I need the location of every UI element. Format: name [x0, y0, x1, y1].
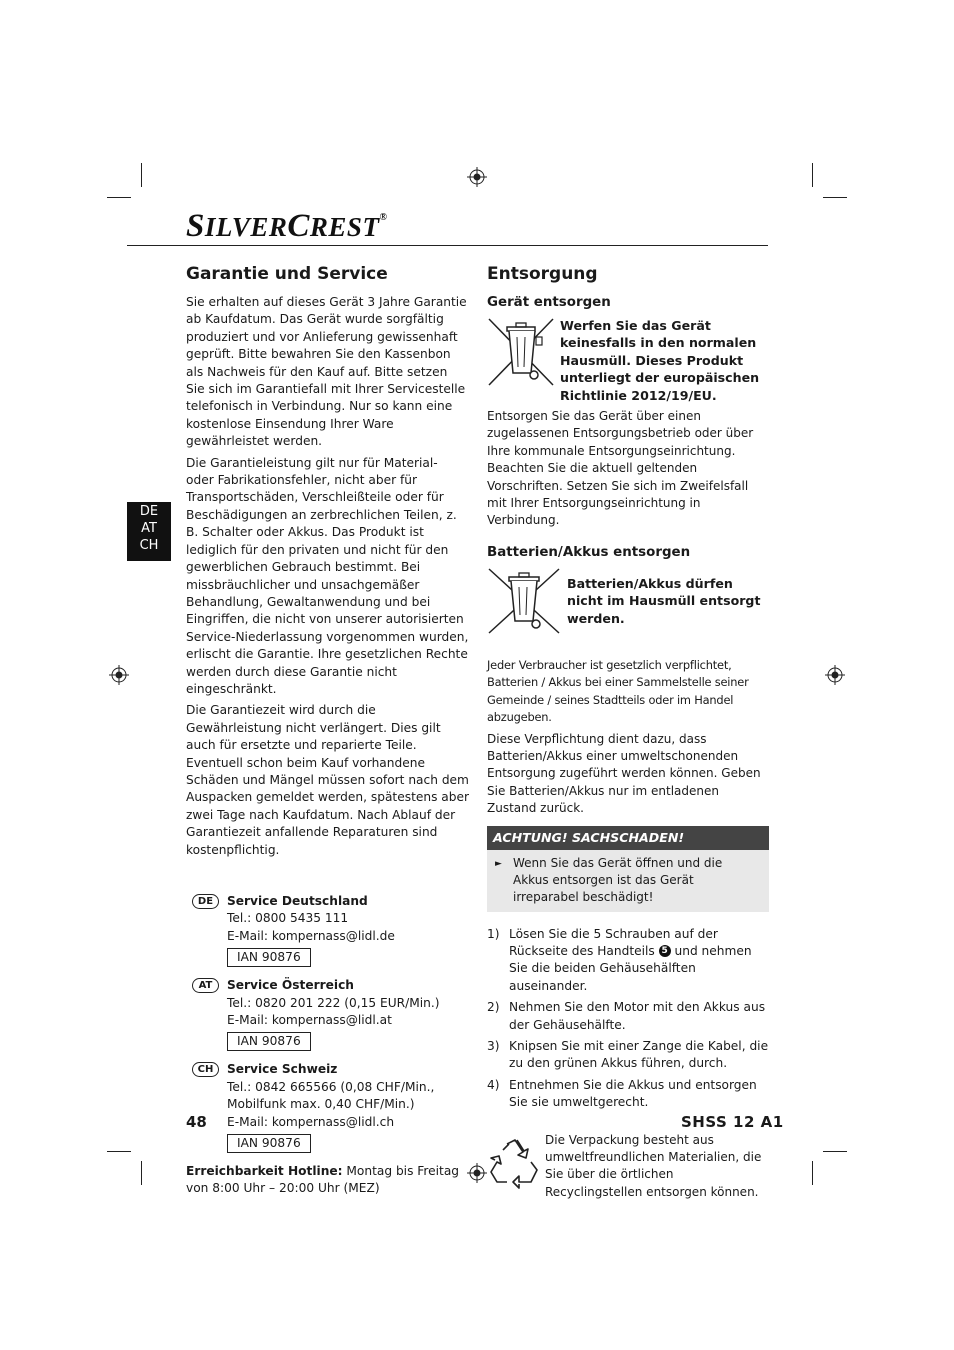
ian-box: IAN 90876 — [227, 1032, 311, 1051]
warning-text: Wenn Sie das Gerät öffnen und die Akkus entsorgen ist das Gerät irreparabel beschädigt! — [513, 855, 723, 904]
battery-obligation-text: Jeder Verbraucher ist gesetzlich verpflichtet, Batterien / Akkus bei einer Sammelstelle seiner Gemeinde / seines Stadtteils oder im Handel abzugeben. — [487, 657, 749, 725]
disposal-heading: Entsorgung — [487, 264, 598, 284]
crop-mark — [823, 1151, 847, 1152]
language-code: CH — [139, 538, 159, 553]
step-text-part: und nehmen Sie die beiden Gehäusehälften auseinander. — [509, 943, 752, 993]
service-title: Service Österreich — [227, 978, 354, 993]
battery-disposal-heading: Batterien/Akkus entsorgen — [487, 544, 691, 560]
service-phone: Tel.: 0800 5435 111 — [227, 911, 349, 926]
hotline-hours: Montag bis Freitag von 8:00 Uhr – 20:00 Uhr (MEZ) — [186, 1164, 460, 1196]
step-text: Entnehmen Sie die Akkus und entsorgen Sie sie umweltgerecht. — [509, 1077, 757, 1110]
step-number: 1) — [487, 926, 500, 941]
arrow-right-icon: ► — [495, 858, 502, 869]
warning-box — [487, 850, 769, 912]
part-reference-badge: 5 — [659, 945, 671, 957]
language-tab — [127, 502, 171, 561]
service-phone-mobile: Mobilfunk max. 0,40 CHF/Min.) — [227, 1097, 415, 1112]
hotline-label: Erreichbarkeit Hotline: — [186, 1164, 343, 1179]
crop-mark — [812, 1161, 813, 1185]
step-text — [509, 926, 769, 996]
warranty-column — [186, 262, 469, 1202]
crop-mark — [141, 1161, 142, 1185]
warning-banner: ACHTUNG! SACHSCHADEN! — [487, 826, 769, 850]
device-warning-row — [487, 317, 769, 404]
recycling-text: Die Verpackung besteht aus umweltfreundlichen Materialien, die Sie über die örtlichen Recyclingstellen entsorgen können. — [545, 1132, 762, 1199]
registration-mark-icon — [467, 167, 487, 187]
registration-mark-icon — [467, 1163, 487, 1183]
disposal-column — [487, 262, 769, 1205]
crop-mark — [107, 197, 131, 198]
device-warning-text: Werfen Sie das Gerät keinesfalls in den normalen Hausmüll. Dieses Produkt unterliegt der europäischen Richtlinie 2012/19/EU. — [560, 318, 760, 403]
country-badge: DE — [192, 894, 219, 909]
warranty-paragraph: Die Garantieleistung gilt nur für Material- oder Fabrikationsfehler, nicht aber für Transportschäden, Verschleißteile oder für Beschädigungen an zerbrechlichen Teilen, z. B. Schalter oder Akkus. Das Produkt ist lediglich für den privaten und nicht für den gewerblichen Gebrauch bestimmt. Bei missbräuchlicher und unsachgemäßer Behandlung, Gewaltanwendung und bei Eingriffen, die nicht von unserer autorisierten Service-Niederlassung vorgenommen wurden, erlischt die Garantie. Ihre gesetzlichen Rechte werden durch diese Garantie nicht eingeschränkt. — [186, 455, 469, 696]
battery-warning-text: Batterien/Akkus dürfen nicht im Hausmüll entsorgt werden. — [567, 575, 761, 626]
step-number: 2) — [487, 1000, 500, 1015]
step-item — [487, 999, 769, 1034]
crop-mark — [812, 163, 813, 187]
recycling-icon — [487, 1136, 541, 1190]
crop-mark — [141, 163, 142, 187]
crossed-bin-icon — [487, 567, 561, 635]
battery-purpose-text: Diese Verpflichtung dient dazu, dass Batterien/Akkus einer umweltschonenden Entsorgung zugeführt werden können. Geben Sie Batterien/Akkus nur im entladenen Zustand zurück. — [487, 731, 761, 816]
crossed-bin-icon — [487, 317, 555, 387]
service-title: Service Schweiz — [227, 1062, 338, 1077]
step-text: Knipsen Sie mit einer Zange die Kabel, die zu den grünen Akkus führen, durch. — [509, 1038, 769, 1071]
step-item — [487, 1077, 769, 1112]
header-rule — [127, 245, 768, 246]
step-item — [487, 1038, 769, 1073]
hotline-info — [186, 1163, 469, 1198]
crop-mark — [823, 197, 847, 198]
device-disposal-heading: Gerät entsorgen — [487, 295, 611, 310]
battery-warning-row — [487, 567, 769, 635]
brand-logo: SILVERCREST® — [186, 208, 388, 244]
step-number: 3) — [487, 1038, 500, 1053]
registration-mark-icon — [109, 665, 129, 685]
warranty-paragraph: Die Garantiezeit wird durch die Gewährleistung nicht verlängert. Dies gilt auch für ersetzte und reparierte Teile. Eventuell schon beim Kauf vorhandene Schäden und Mängel müssen sofort nach dem Auspacken gemeldet werden, spätestens aber zwei Tage nach Kaufdatum. Nach Ablauf der Garantiezeit anfallende Reparaturen sind kostenpflichtig. — [186, 703, 470, 857]
step-text-part: Lösen Sie die 5 Schrauben auf der Rückseite des Handteils — [509, 926, 718, 958]
warranty-paragraph: Sie erhalten auf dieses Gerät 3 Jahre Garantie ab Kaufdatum. Das Gerät wurde sorgfältig produziert und vor Anlieferung gewissenhaft geprüft. Bitte bewahren Sie den Kassenbon als Nachweis für den Kauf auf. Bitte setzen Sie sich im Garantiefall mit Ihrer Servicestelle telefonisch in Verbindung. Nur so kann eine kostenlose Einsendung Ihrer Ware gewährleistet werden. — [186, 295, 467, 449]
service-phone: Tel.: 0842 665566 (0,08 CHF/Min., — [227, 1079, 435, 1094]
step-text: Nehmen Sie den Motor mit den Akkus aus der Gehäusehälfte. — [509, 1000, 766, 1032]
step-number: 4) — [487, 1077, 500, 1092]
service-block-at — [186, 977, 469, 1051]
service-block-ch — [186, 1061, 469, 1153]
step-item — [487, 926, 769, 996]
ian-box: IAN 90876 — [227, 948, 311, 967]
model-number: SHSS 12 A1 — [681, 1113, 784, 1131]
service-email: E-Mail: kompernass@lidl.ch — [227, 1114, 395, 1129]
registration-mark-icon — [825, 665, 845, 685]
service-phone: Tel.: 0820 201 222 (0,15 EUR/Min.) — [227, 995, 440, 1010]
service-title: Service Deutschland — [227, 894, 368, 908]
service-email: E-Mail: kompernass@lidl.at — [227, 1013, 392, 1028]
country-badge: CH — [192, 1062, 219, 1077]
ian-box: IAN 90876 — [227, 1134, 311, 1153]
page-number: 48 — [186, 1113, 207, 1131]
device-disposal-text: Entsorgen Sie das Gerät über einen zugelassenen Entsorgungsbetrieb oder über Ihre kommunale Entsorgungseinrichtung. Beachten Sie die aktuell geltenden Vorschriften. Setzen Sie sich im Zweifelsfall mit Ihrer Entsorgungseinrichtung in Verbindung. — [487, 409, 754, 528]
warranty-heading: Garantie und Service — [186, 264, 388, 284]
crop-mark — [107, 1151, 131, 1152]
recycling-row — [487, 1132, 769, 1206]
language-code: DE — [139, 504, 159, 519]
language-code: AT — [141, 521, 157, 536]
service-email: E-Mail: kompernass@lidl.de — [227, 928, 395, 943]
service-block-de — [186, 893, 469, 967]
country-badge: AT — [192, 978, 219, 993]
steps-list — [487, 926, 769, 1112]
